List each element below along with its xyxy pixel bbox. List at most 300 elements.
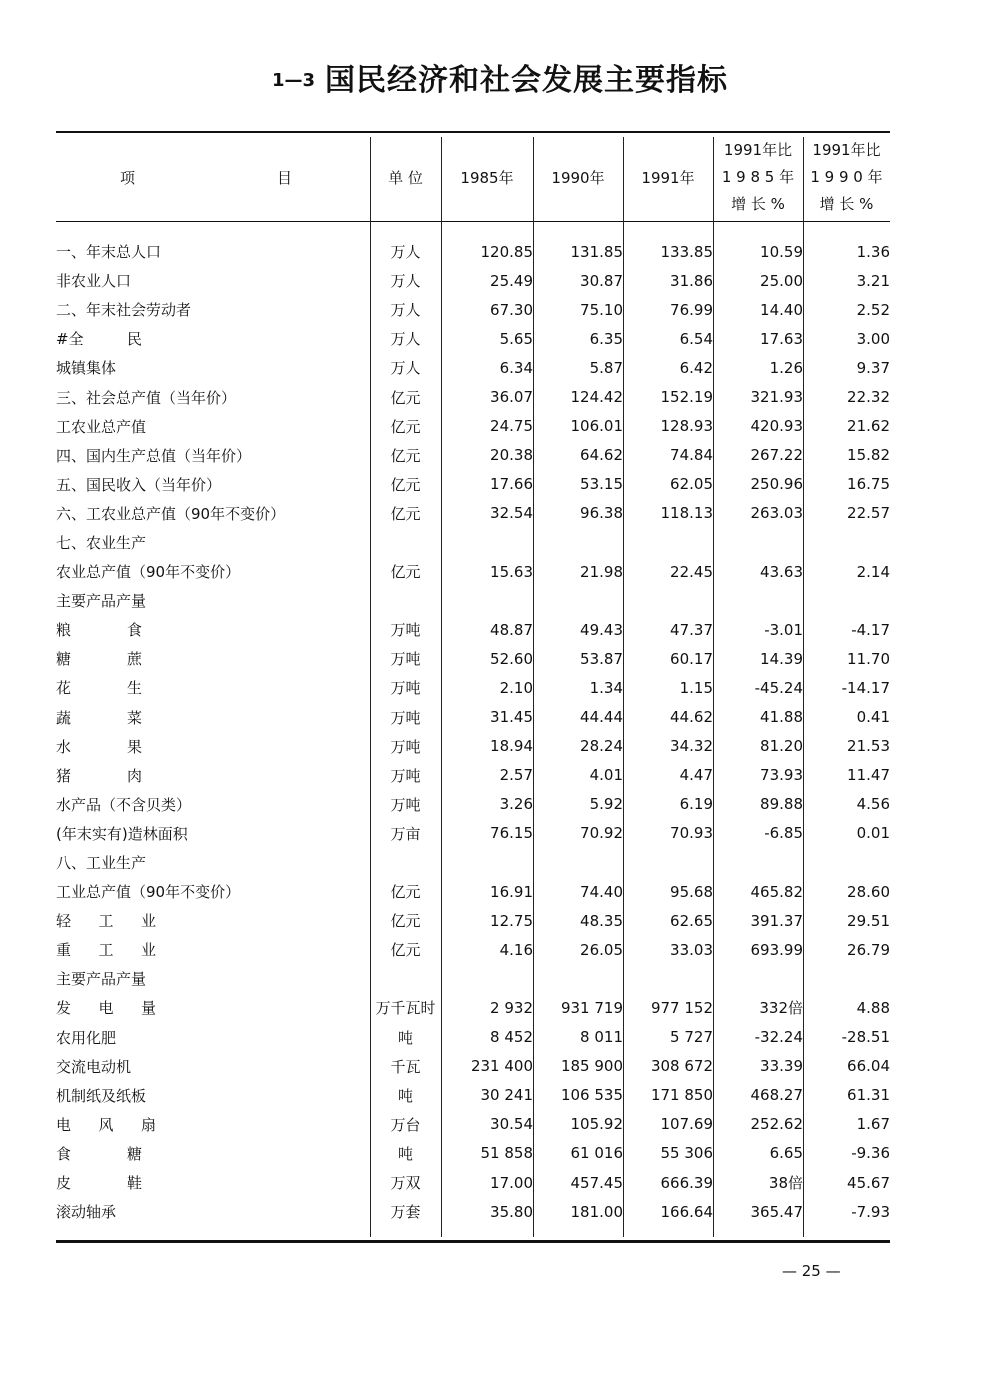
header-1991: 1991年 (641, 168, 695, 187)
header-growth-85-line-3: 增 长 % (731, 194, 785, 213)
row-v1990-cell (533, 528, 623, 557)
row-item-cell: 六、工农业总产值（90年不变价） (56, 504, 286, 523)
row-g85-cell: 365.47 (750, 1202, 803, 1221)
row-unit-cell: 万台 (390, 1115, 421, 1134)
table-row (56, 935, 890, 964)
row-g85-cell: 43.63 (760, 562, 803, 581)
table-row (56, 761, 890, 790)
table-row (56, 528, 890, 557)
table-title-text: 国民经济和社会发展主要指标 (325, 63, 729, 98)
header-growth-90-line-1: 1991年比 (812, 140, 881, 159)
header-unit: 单 位 (388, 168, 423, 187)
table-row (56, 644, 890, 673)
row-item-cell: 二、年末社会劳动者 (56, 301, 192, 320)
row-v1991-cell: 128.93 (660, 417, 713, 436)
row-v1985-cell: 12.75 (490, 911, 533, 930)
row-v1991-cell: 62.65 (670, 911, 713, 930)
row-g90-cell: 4.56 (856, 795, 890, 814)
row-v1990-cell (533, 586, 623, 615)
row-unit-cell: 万人 (390, 301, 421, 320)
bottom-rule (56, 1240, 890, 1243)
row-item-label: 水 果 (56, 737, 142, 756)
row-unit-cell: 亿元 (390, 504, 421, 523)
row-unit-cell: 万人 (390, 272, 421, 291)
row-v1985-cell: 76.15 (490, 824, 533, 843)
row-unit-cell: 万人 (390, 359, 421, 378)
row-g90-cell: 4.88 (856, 998, 890, 1017)
row-v1991-cell: 44.62 (670, 708, 713, 727)
row-unit-cell (370, 528, 441, 557)
row-g85-cell: -32.24 (754, 1028, 803, 1047)
row-g90-cell: 3.21 (856, 271, 890, 290)
row-unit-cell: 万吨 (390, 650, 421, 669)
table-row (56, 848, 890, 877)
row-v1991-cell (623, 586, 713, 615)
row-v1990-cell: 70.92 (580, 824, 623, 843)
row-v1990-cell: 106 535 (560, 1086, 623, 1105)
row-item-cell: 一、年末总人口 (56, 243, 162, 262)
header-1990: 1990年 (551, 168, 605, 187)
header-item (60, 133, 368, 221)
row-unit-cell: 万吨 (390, 795, 421, 814)
row-g85-cell: 14.39 (760, 649, 803, 668)
row-v1990-cell: 131.85 (570, 242, 623, 261)
row-g90-cell: 28.60 (847, 882, 890, 901)
table-row (56, 615, 890, 644)
row-unit-cell: 万千瓦时 (375, 999, 436, 1018)
row-g85-cell: 267.22 (750, 446, 803, 465)
row-item-cell: (年末实有)造林面积 (56, 824, 188, 843)
row-item-cell: 城镇集体 (56, 359, 117, 378)
row-item-cell (56, 324, 370, 353)
row-unit-cell: 万套 (390, 1203, 421, 1222)
row-g90-cell: 66.04 (847, 1057, 890, 1076)
row-item-cell (56, 906, 370, 935)
row-v1985-cell: 2 932 (490, 998, 533, 1017)
row-v1990-cell: 48.35 (580, 911, 623, 930)
row-v1991-cell: 60.17 (670, 649, 713, 668)
row-item-cell: 滚动轴承 (56, 1203, 117, 1222)
row-g85-cell: 81.20 (760, 737, 803, 756)
row-g90-cell: -7.93 (851, 1202, 890, 1221)
row-v1990-cell: 105.92 (570, 1115, 623, 1134)
row-v1990-cell: 64.62 (580, 446, 623, 465)
row-v1990-cell: 8 011 (580, 1028, 623, 1047)
row-g85-cell: 321.93 (750, 388, 803, 407)
table-row (56, 1139, 890, 1168)
row-v1991-cell: 166.64 (660, 1202, 713, 1221)
row-v1985-cell: 30 241 (480, 1086, 533, 1105)
row-v1990-cell: 96.38 (580, 504, 623, 523)
row-v1991-cell: 977 152 (650, 998, 713, 1017)
row-v1990-cell: 75.10 (580, 300, 623, 319)
row-g85-cell: 25.00 (760, 271, 803, 290)
row-v1991-cell: 95.68 (670, 882, 713, 901)
row-unit-cell: 亿元 (390, 475, 421, 494)
row-v1985-cell: 30.54 (490, 1115, 533, 1134)
row-unit-cell (370, 586, 441, 615)
row-item-cell: 主要产品产量 (56, 592, 147, 611)
row-item-label: 皮 鞋 (56, 1174, 142, 1193)
row-g90-cell: 16.75 (847, 475, 890, 494)
header-item-char-2: 目 (276, 168, 292, 187)
row-g90-cell: 22.32 (847, 388, 890, 407)
row-v1990-cell: 1.34 (589, 678, 623, 697)
row-v1990-cell: 30.87 (580, 271, 623, 290)
table-number: 1—3 (271, 70, 316, 91)
row-g90-cell: 2.52 (856, 300, 890, 319)
row-item-cell (56, 1139, 370, 1168)
row-item-cell (56, 673, 370, 702)
row-g90-cell: 0.41 (856, 708, 890, 727)
table-row (56, 906, 890, 935)
row-v1990-cell: 49.43 (580, 620, 623, 639)
row-v1991-cell: 70.93 (670, 824, 713, 843)
table-row (56, 1110, 890, 1139)
row-g90-cell: 11.47 (847, 766, 890, 785)
table-row (56, 266, 890, 295)
row-v1990-cell: 53.87 (580, 649, 623, 668)
row-g90-cell: 61.31 (847, 1086, 890, 1105)
row-v1990-cell (533, 964, 623, 993)
table-row (56, 703, 890, 732)
row-v1990-cell: 185 900 (560, 1057, 623, 1076)
row-item-label: 花 生 (56, 679, 142, 698)
row-unit-cell: 吨 (397, 1144, 413, 1163)
table-row (56, 557, 890, 586)
row-g85-cell: 14.40 (760, 300, 803, 319)
row-v1985-cell: 20.38 (490, 446, 533, 465)
row-v1990-cell: 61 016 (570, 1144, 623, 1163)
row-v1991-cell: 6.42 (679, 358, 713, 377)
row-v1991-cell: 33.03 (670, 940, 713, 959)
row-v1990-cell: 74.40 (580, 882, 623, 901)
row-v1991-cell: 22.45 (670, 562, 713, 581)
row-g85-cell (713, 964, 803, 993)
row-g85-cell (713, 848, 803, 877)
row-item-cell: 水产品（不含贝类） (56, 795, 192, 814)
row-unit-cell: 亿元 (390, 563, 421, 582)
header-growth-85-line-1: 1991年比 (723, 140, 793, 159)
row-v1991-cell: 152.19 (660, 388, 713, 407)
row-g90-cell: 1.36 (856, 242, 890, 261)
row-item-label: 电 风 扇 (56, 1115, 156, 1134)
row-item-cell (56, 935, 370, 964)
row-item-cell: 工农业总产值 (56, 417, 147, 436)
row-v1991-cell (623, 848, 713, 877)
row-v1991-cell (623, 964, 713, 993)
row-v1985-cell: 32.54 (490, 504, 533, 523)
row-v1990-cell: 53.15 (580, 475, 623, 494)
row-g85-cell: 33.39 (760, 1057, 803, 1076)
row-v1990-cell: 457.45 (570, 1173, 623, 1192)
table-row (56, 819, 890, 848)
row-unit-cell: 万吨 (390, 737, 421, 756)
row-v1991-cell: 5 727 (670, 1028, 713, 1047)
row-v1985-cell: 24.75 (490, 417, 533, 436)
row-item-label: 猪 肉 (56, 766, 142, 785)
row-unit-cell: 亿元 (390, 446, 421, 465)
header-1985: 1985年 (460, 168, 514, 187)
row-v1990-cell: 5.87 (589, 358, 623, 377)
row-unit-cell: 万吨 (390, 766, 421, 785)
row-item-cell: 机制纸及纸板 (56, 1086, 147, 1105)
row-unit-cell: 万人 (390, 330, 421, 349)
row-v1990-cell: 26.05 (580, 940, 623, 959)
row-v1990-cell (533, 848, 623, 877)
row-unit-cell: 亿元 (390, 417, 421, 436)
row-item-label: 重 工 业 (56, 941, 156, 960)
row-unit-cell: 亿元 (390, 941, 421, 960)
row-v1985-cell (441, 586, 533, 615)
row-v1985-cell: 120.85 (480, 242, 533, 261)
row-item-cell (56, 732, 370, 761)
row-g90-cell: -28.51 (841, 1028, 890, 1047)
row-v1985-cell: 25.49 (490, 271, 533, 290)
row-g90-cell (803, 964, 890, 993)
row-g85-cell: 41.88 (760, 708, 803, 727)
header-item-char-1: 项 (120, 168, 136, 187)
row-v1991-cell: 308 672 (650, 1057, 713, 1076)
row-item-label: 轻 工 业 (56, 912, 156, 931)
row-v1985-cell: 67.30 (490, 300, 533, 319)
row-g85-cell: 10.59 (760, 242, 803, 261)
table-row (56, 237, 890, 266)
row-v1985-cell: 52.60 (490, 649, 533, 668)
row-item-cell (56, 703, 370, 732)
row-v1991-cell: 4.47 (679, 766, 713, 785)
row-v1991-cell: 118.13 (660, 504, 713, 523)
row-unit-cell: 万吨 (390, 679, 421, 698)
table-row (56, 353, 890, 382)
table-row (56, 964, 890, 993)
row-v1985-cell: 36.07 (490, 388, 533, 407)
row-g85-cell: -3.01 (764, 620, 803, 639)
row-v1985-cell: 2.57 (499, 766, 533, 785)
header-growth-vs-1990 (803, 133, 890, 221)
row-v1991-cell: 133.85 (660, 242, 713, 261)
table-row (56, 382, 890, 411)
table-row (56, 1052, 890, 1081)
row-v1991-cell: 666.39 (660, 1173, 713, 1192)
row-v1991-cell: 6.54 (679, 329, 713, 348)
row-v1991-cell: 6.19 (679, 795, 713, 814)
row-g90-cell: 21.53 (847, 737, 890, 756)
table-row (56, 673, 890, 702)
row-item-cell: 农业总产值（90年不变价） (56, 563, 241, 582)
row-v1991-cell: 76.99 (670, 300, 713, 319)
table-row (56, 295, 890, 324)
row-unit-cell: 亿元 (390, 388, 421, 407)
table-row (56, 470, 890, 499)
row-g90-cell: 45.67 (847, 1173, 890, 1192)
row-item-cell (56, 615, 370, 644)
row-g90-cell: 26.79 (847, 940, 890, 959)
row-v1990-cell: 106.01 (570, 417, 623, 436)
row-unit-cell (370, 848, 441, 877)
row-item-cell: 三、社会总产值（当年价） (56, 388, 237, 407)
row-v1990-cell: 931 719 (560, 998, 623, 1017)
row-item-cell: 八、工业生产 (56, 854, 147, 873)
row-g85-cell: 6.65 (769, 1144, 803, 1163)
table-row (56, 1197, 890, 1226)
row-item-label: 食 糖 (56, 1144, 142, 1163)
row-v1991-cell: 34.32 (670, 737, 713, 756)
header-rule (56, 221, 890, 222)
row-v1985-cell: 15.63 (490, 562, 533, 581)
row-g85-cell: 693.99 (750, 940, 803, 959)
row-v1985-cell: 3.26 (499, 795, 533, 814)
row-v1991-cell: 55 306 (660, 1144, 713, 1163)
row-unit-cell: 万双 (390, 1174, 421, 1193)
row-g90-cell: 15.82 (847, 446, 890, 465)
row-v1985-cell: 35.80 (490, 1202, 533, 1221)
header-growth-vs-1985 (713, 133, 803, 221)
row-item-cell: 农用化肥 (56, 1028, 117, 1047)
row-v1991-cell: 74.84 (670, 446, 713, 465)
row-g90-cell: 3.00 (856, 329, 890, 348)
row-v1990-cell: 44.44 (580, 708, 623, 727)
row-v1985-cell (441, 528, 533, 557)
row-g90-cell (803, 848, 890, 877)
row-v1990-cell: 4.01 (589, 766, 623, 785)
row-g90-cell: 22.57 (847, 504, 890, 523)
table-row (56, 1023, 890, 1052)
row-v1990-cell: 5.92 (589, 795, 623, 814)
row-v1985-cell: 17.00 (490, 1173, 533, 1192)
row-unit-cell: 万吨 (390, 708, 421, 727)
table-row (56, 1081, 890, 1110)
row-unit-cell: 吨 (397, 1086, 413, 1105)
row-v1985-cell (441, 964, 533, 993)
row-v1985-cell: 8 452 (490, 1028, 533, 1047)
row-v1990-cell: 124.42 (570, 388, 623, 407)
row-v1990-cell: 28.24 (580, 737, 623, 756)
row-v1990-cell: 181.00 (570, 1202, 623, 1221)
row-v1985-cell: 16.91 (490, 882, 533, 901)
row-v1985-cell: 231 400 (470, 1057, 533, 1076)
table-row (56, 412, 890, 441)
row-item-cell: 非农业人口 (56, 272, 132, 291)
row-v1985-cell: 48.87 (490, 620, 533, 639)
table-row (56, 499, 890, 528)
row-v1985-cell: 51 858 (480, 1144, 533, 1163)
row-g85-cell: -6.85 (764, 824, 803, 843)
table-row (56, 586, 890, 615)
table-row (56, 790, 890, 819)
row-v1991-cell: 31.86 (670, 271, 713, 290)
row-item-cell (56, 1168, 370, 1197)
row-item-cell (56, 1110, 370, 1139)
row-g85-cell: 391.37 (750, 911, 803, 930)
row-unit-cell: 万人 (390, 243, 421, 262)
row-g85-cell: 263.03 (750, 504, 803, 523)
row-item-label: #全 民 (56, 330, 142, 349)
row-v1991-cell: 171 850 (650, 1086, 713, 1105)
row-unit-cell: 亿元 (390, 883, 421, 902)
row-g85-cell: 1.26 (769, 358, 803, 377)
row-item-cell (56, 761, 370, 790)
row-unit-cell: 万吨 (390, 621, 421, 640)
row-g90-cell: -4.17 (851, 620, 890, 639)
page-number: — 25 — (782, 1262, 841, 1280)
header-growth-90-line-2: 1 9 9 0 年 (810, 167, 883, 186)
row-g85-cell: 468.27 (750, 1086, 803, 1105)
row-unit-cell: 万亩 (390, 824, 421, 843)
row-v1985-cell: 17.66 (490, 475, 533, 494)
row-item-label: 粮 食 (56, 621, 142, 640)
row-g90-cell (803, 528, 890, 557)
header-growth-90-line-3: 增 长 % (819, 194, 874, 213)
row-g85-cell: 465.82 (750, 882, 803, 901)
row-g85-cell: 420.93 (750, 417, 803, 436)
table-row (56, 1168, 890, 1197)
row-unit-cell (370, 964, 441, 993)
row-g85-cell: -45.24 (754, 678, 803, 697)
row-g90-cell: 21.62 (847, 417, 890, 436)
row-v1991-cell: 107.69 (660, 1115, 713, 1134)
row-v1985-cell: 6.34 (499, 358, 533, 377)
row-item-cell (56, 644, 370, 673)
row-item-cell: 工业总产值（90年不变价） (56, 883, 241, 902)
row-item-label: 糖 蔗 (56, 650, 142, 669)
row-v1990-cell: 6.35 (589, 329, 623, 348)
row-unit-cell: 吨 (397, 1028, 413, 1047)
row-item-cell: 五、国民收入（当年价） (56, 475, 222, 494)
row-g90-cell: 9.37 (856, 358, 890, 377)
table-row (56, 324, 890, 353)
row-item-label: 蔬 菜 (56, 708, 142, 727)
row-v1985-cell: 18.94 (490, 737, 533, 756)
row-item-cell: 四、国内生产总值（当年价） (56, 446, 252, 465)
row-g85-cell: 250.96 (750, 475, 803, 494)
row-g90-cell (803, 586, 890, 615)
row-g90-cell: 2.14 (856, 562, 890, 581)
row-g85-cell: 73.93 (760, 766, 803, 785)
table-body (56, 237, 890, 1226)
row-g90-cell: 0.01 (856, 824, 890, 843)
row-item-cell: 主要产品产量 (56, 970, 147, 989)
row-g90-cell: 11.70 (847, 649, 890, 668)
row-v1985-cell: 2.10 (499, 678, 533, 697)
row-v1991-cell: 1.15 (679, 678, 713, 697)
row-g85-cell: 17.63 (760, 329, 803, 348)
row-v1985-cell: 31.45 (490, 708, 533, 727)
row-item-cell: 七、农业生产 (56, 533, 147, 552)
row-g85-cell: 332倍 (759, 999, 803, 1018)
table-row (56, 441, 890, 470)
row-g90-cell: 29.51 (847, 911, 890, 930)
row-g85-cell (713, 586, 803, 615)
indicators-table (56, 237, 890, 1226)
table-row (56, 877, 890, 906)
row-item-cell (56, 993, 370, 1022)
row-unit-cell: 亿元 (390, 912, 421, 931)
row-v1985-cell: 4.16 (499, 940, 533, 959)
row-v1991-cell (623, 528, 713, 557)
table-row (56, 993, 890, 1022)
row-g85-cell: 38倍 (768, 1174, 803, 1193)
row-v1985-cell (441, 848, 533, 877)
row-v1985-cell: 5.65 (499, 329, 533, 348)
row-item-cell: 交流电动机 (56, 1057, 132, 1076)
row-g85-cell: 252.62 (750, 1115, 803, 1134)
row-g90-cell: 1.67 (856, 1115, 890, 1134)
row-item-label: 发 电 量 (56, 999, 156, 1018)
row-v1990-cell: 21.98 (580, 562, 623, 581)
row-g85-cell (713, 528, 803, 557)
row-v1991-cell: 62.05 (670, 475, 713, 494)
